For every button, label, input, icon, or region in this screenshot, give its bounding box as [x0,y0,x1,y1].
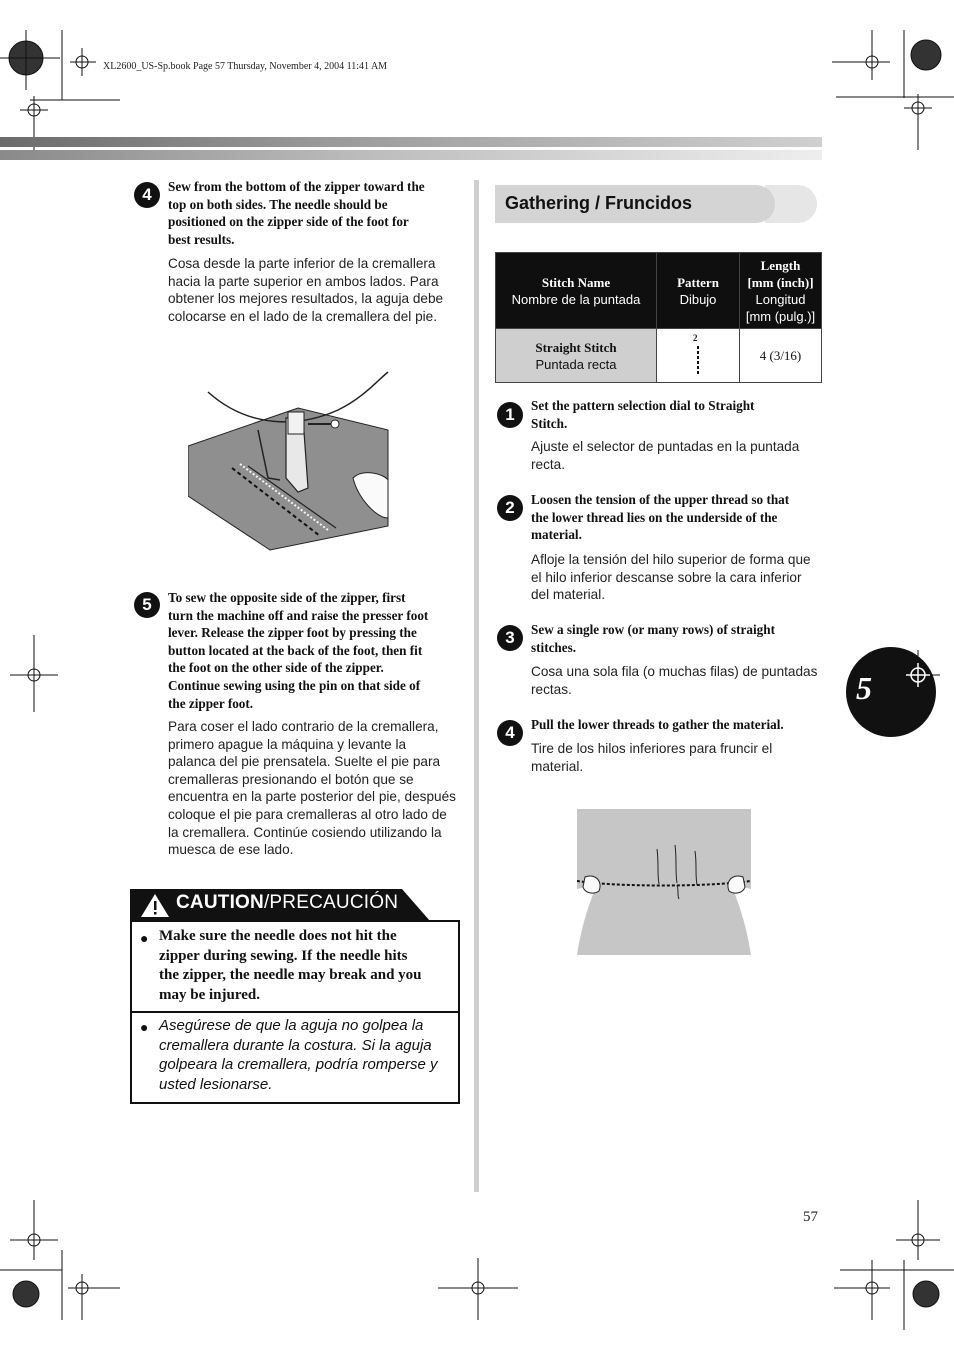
step-number-2: 2 [497,495,523,521]
step1-instruction-es: Ajuste el selector de puntadas en la puntada recta. [531,439,800,472]
table-header-length: Length [mm (inch)] Longitud [mm (pulg.)] [740,253,822,329]
header-gradient-bar-top [0,137,822,147]
step2-instruction-es: Afloje la tensión del hilo superior de forma que el hilo inferior descanse sobre la cara inferior del material. [531,552,811,603]
file-header: XL2600_US-Sp.book Page 57 Thursday, November 4, 2004 11:41 AM [103,61,388,72]
section-header [495,185,822,223]
table-header-pattern: Pattern Dibujo [657,253,740,329]
table-header-stitch-name: Stitch Name Nombre de la puntada [496,253,657,329]
header-gradient-bar-bottom [0,150,822,160]
caution-title: CAUTION/PRECAUCIÓN [176,892,399,913]
step2-instruction-en: Loosen the tension of the upper thread so that the lower thread lies on the underside of the material. [531,492,790,543]
caution-text-es: Asegúrese de que la aguja no golpea la cremallera durante la costura. Si la aguja golpeara la cremallera, podría romperse y usted lesionarse. [159,1017,438,1093]
step-number-3: 3 [497,625,523,651]
table-cell-pattern [657,329,740,383]
step4-right-instruction-es: Tire de los hilos inferiores para fruncir el material. [531,741,773,774]
step3-instruction-en: Sew a single row (or many rows) of straight stitches. [531,622,775,655]
step-number-4-right: 4 [497,720,523,746]
caution-bullet-es: ● [140,1019,149,1035]
straight-stitch-pattern-icon [695,346,701,376]
step1-instruction-en: Set the pattern selection dial to Straight Stitch. [531,398,755,431]
gathering-illustration [577,809,751,955]
caution-text-en: Make sure the needle does not hit the zipper during sewing. If the needle hits the zipper, the needle may break and you may be injured. [159,928,422,1003]
chapter-tab-registration-mark [906,663,930,687]
caution-bullet-en: ● [140,930,149,946]
chapter-number: 5 [856,670,872,706]
step4-instruction-es: Cosa desde la parte inferior de la cremallera hacia la parte superior en ambos lados. Para obtener los mejores resultados, la aguja debe colocarse en el lado de la cremallera del pie. [168,256,444,324]
step5-instruction-es: Para coser el lado contrario de la cremallera, primero apague la máquina y levante la palanca del pie prensatela. Suelte el pie para cremalleras presionando el botón que se encuentra en la parte posterior del pie, después coloque el pie para cremalleras al otro lado de la cremallera. Continúe cosiendo utilizando la muesca de ese lado. [168,719,456,858]
table-cell-stitch-name: Straight Stitch Puntada recta [496,329,657,383]
section-title: Gathering / Fruncidos [505,193,693,213]
stitch-table [495,252,822,383]
page-number: 57 [803,1209,818,1225]
pattern-number: 2 [693,333,698,343]
step-number-4-left: 4 [134,182,160,208]
column-divider [474,180,479,1192]
step4-instruction-en: Sew from the bottom of the zipper toward the top on both sides. The needle should be positioned on the zipper side of the foot for best results. [168,179,425,247]
zipper-foot-illustration [188,368,410,558]
table-cell-length: 4 (3/16) [740,329,822,383]
step5-instruction-en: To sew the opposite side of the zipper, first turn the machine off and raise the presser foot lever. Release the zipper foot by pressing the button located at the back of the foot, then fit the foot on the other side of the zipper. Continue sewing using the pin on that side of the zipper foot. [168,590,429,711]
step-number-1: 1 [497,402,523,428]
caution-divider [132,1011,458,1013]
step-number-5: 5 [134,592,160,618]
step3-instruction-es: Cosa una sola fila (o muchas filas) de puntadas rectas. [531,664,818,697]
step4-right-instruction-en: Pull the lower threads to gather the material. [531,717,784,732]
